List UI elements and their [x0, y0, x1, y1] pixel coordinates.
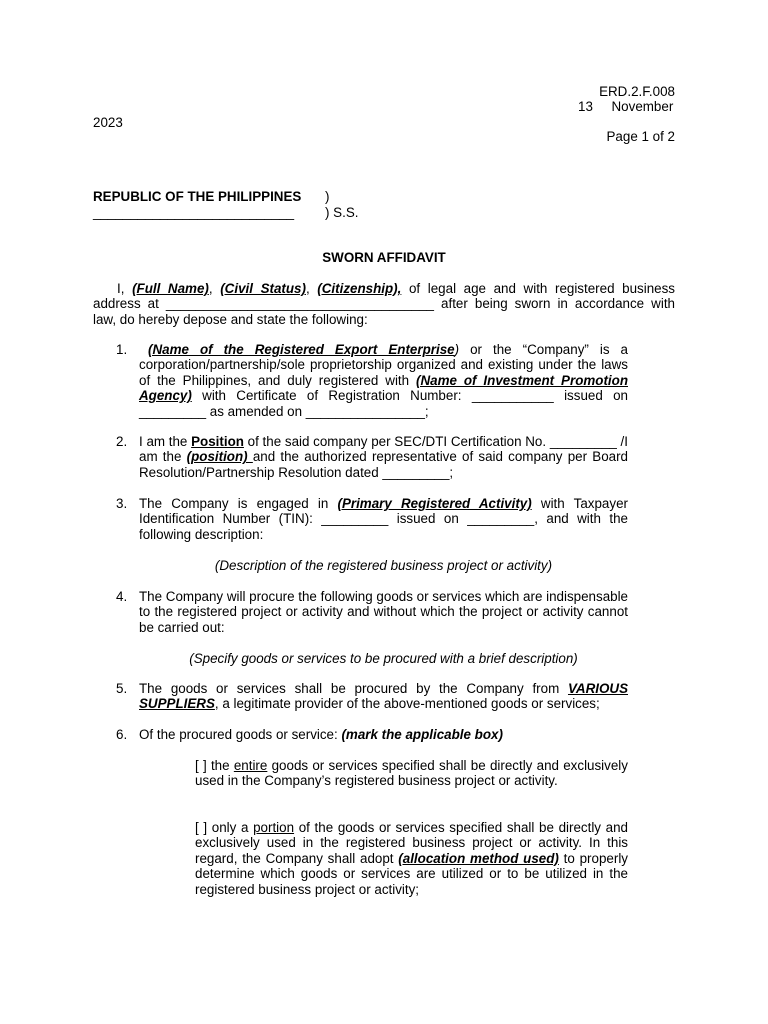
republic-label: REPUBLIC OF THE PHILIPPINES	[93, 189, 302, 204]
ipa-field: (Name of Investment Promotion Agency)	[139, 372, 628, 404]
item-text: with Certificate of Registration Number: ___________ issued on _________ as amended on ________________;	[139, 388, 628, 419]
date-day: 13	[578, 99, 593, 114]
position-field: Position	[191, 434, 244, 449]
option-text: the	[206, 758, 234, 773]
intro-comma: ,	[305, 281, 318, 296]
civil-status-field: (Civil Status)	[220, 281, 306, 296]
item-1-paragraph	[139, 342, 628, 419]
export-enterprise-field: (Name of the Registered Export Enterprise	[148, 342, 455, 357]
option-text: only a	[207, 820, 254, 835]
item-number: 2.	[116, 434, 128, 449]
position-field-2: (position)	[186, 449, 253, 465]
checkbox-portion[interactable]: [ ]	[195, 820, 208, 835]
item-text: or the “Company” is a corporation/partnership/sole proprietorship organized and existing under the laws of the Philippines, and duly registered with	[139, 342, 629, 388]
item-6-paragraph	[139, 727, 628, 742]
item-2-paragraph	[139, 434, 628, 480]
paren: )	[454, 342, 460, 357]
intro-text: I,	[117, 281, 133, 296]
checkbox-entire[interactable]: [ ]	[195, 758, 207, 773]
document-title: SWORN AFFIDAVIT	[322, 250, 446, 265]
item-text: , a legitimate provider of the above-mentioned goods or services;	[214, 696, 600, 712]
intro-paragraph	[93, 281, 675, 327]
item-text: The goods or services shall be procured by the Company from	[139, 681, 568, 696]
form-code: ERD.2.F.008	[599, 84, 675, 99]
item-number: 4.	[116, 589, 128, 604]
venue-blank-line: ___________________________	[93, 205, 295, 220]
intro-comma: ,	[208, 281, 221, 296]
item-number: 1.	[116, 342, 128, 357]
item-4-paragraph: The Company will procure the following goods or services which are indispensable to the registered project or activity and without which the project or activity cannot be carried out:	[139, 589, 629, 635]
intro-text: of legal age and with registered business address at ____________________________________ after being sworn in accordance with law, do hereby depose and state the following:	[93, 281, 675, 327]
venue-paren: )	[325, 189, 330, 204]
item-text: Of the procured goods or service:	[139, 727, 342, 742]
item-text: with Taxpayer Identification Number (TIN): _________ issued on _________, and with the following description:	[139, 496, 628, 542]
entire-word: entire	[233, 758, 268, 773]
option-text: to properly determine which goods or services are utilized or to be utilized in the registered business project or activity;	[195, 850, 628, 897]
item-3-paragraph	[139, 496, 628, 542]
page-number: Page 1 of 2	[606, 129, 675, 144]
mark-instruction: (mark the applicable box)	[341, 727, 503, 742]
full-name-field: (Full Name)	[132, 281, 209, 296]
item-text: The Company is engaged in	[139, 496, 338, 511]
allocation-method-field: (allocation method used)	[398, 850, 559, 866]
date-year: 2023	[93, 115, 123, 130]
date-month: November	[611, 99, 674, 114]
option-text: of the goods or services specified shall be directly and exclusively used in the registered business project or activity. In this regard, the Company shall adopt	[195, 820, 628, 866]
suppliers-field: VARIOUS SUPPLIERS	[139, 681, 628, 712]
primary-activity-field: (Primary Registered Activity)	[337, 496, 532, 511]
item-5-paragraph	[139, 681, 628, 712]
date-line	[578, 99, 678, 114]
item-text: of the said company per SEC/DTI Certification No. _________ /I am the	[139, 434, 629, 465]
option-portion	[195, 820, 628, 897]
item-text: I am the	[139, 434, 192, 449]
portion-word: portion	[253, 820, 295, 835]
item-number: 5.	[116, 681, 128, 696]
ss-label: ) S.S.	[325, 205, 359, 220]
item-number: 6.	[116, 727, 128, 742]
item-text: and the authorized representative of said company per Board Resolution/Partnership Resolution dated _________;	[139, 449, 628, 480]
citizenship-field: (Citizenship),	[317, 281, 402, 296]
option-entire	[195, 758, 628, 789]
activity-description-placeholder: (Description of the registered business project or activity)	[214, 558, 553, 573]
item-number: 3.	[116, 496, 128, 511]
goods-description-placeholder: (Specify goods or services to be procured with a brief description)	[189, 651, 578, 666]
option-text: goods or services specified shall be directly and exclusively used in the Company’s registered business project or activity.	[195, 758, 628, 789]
